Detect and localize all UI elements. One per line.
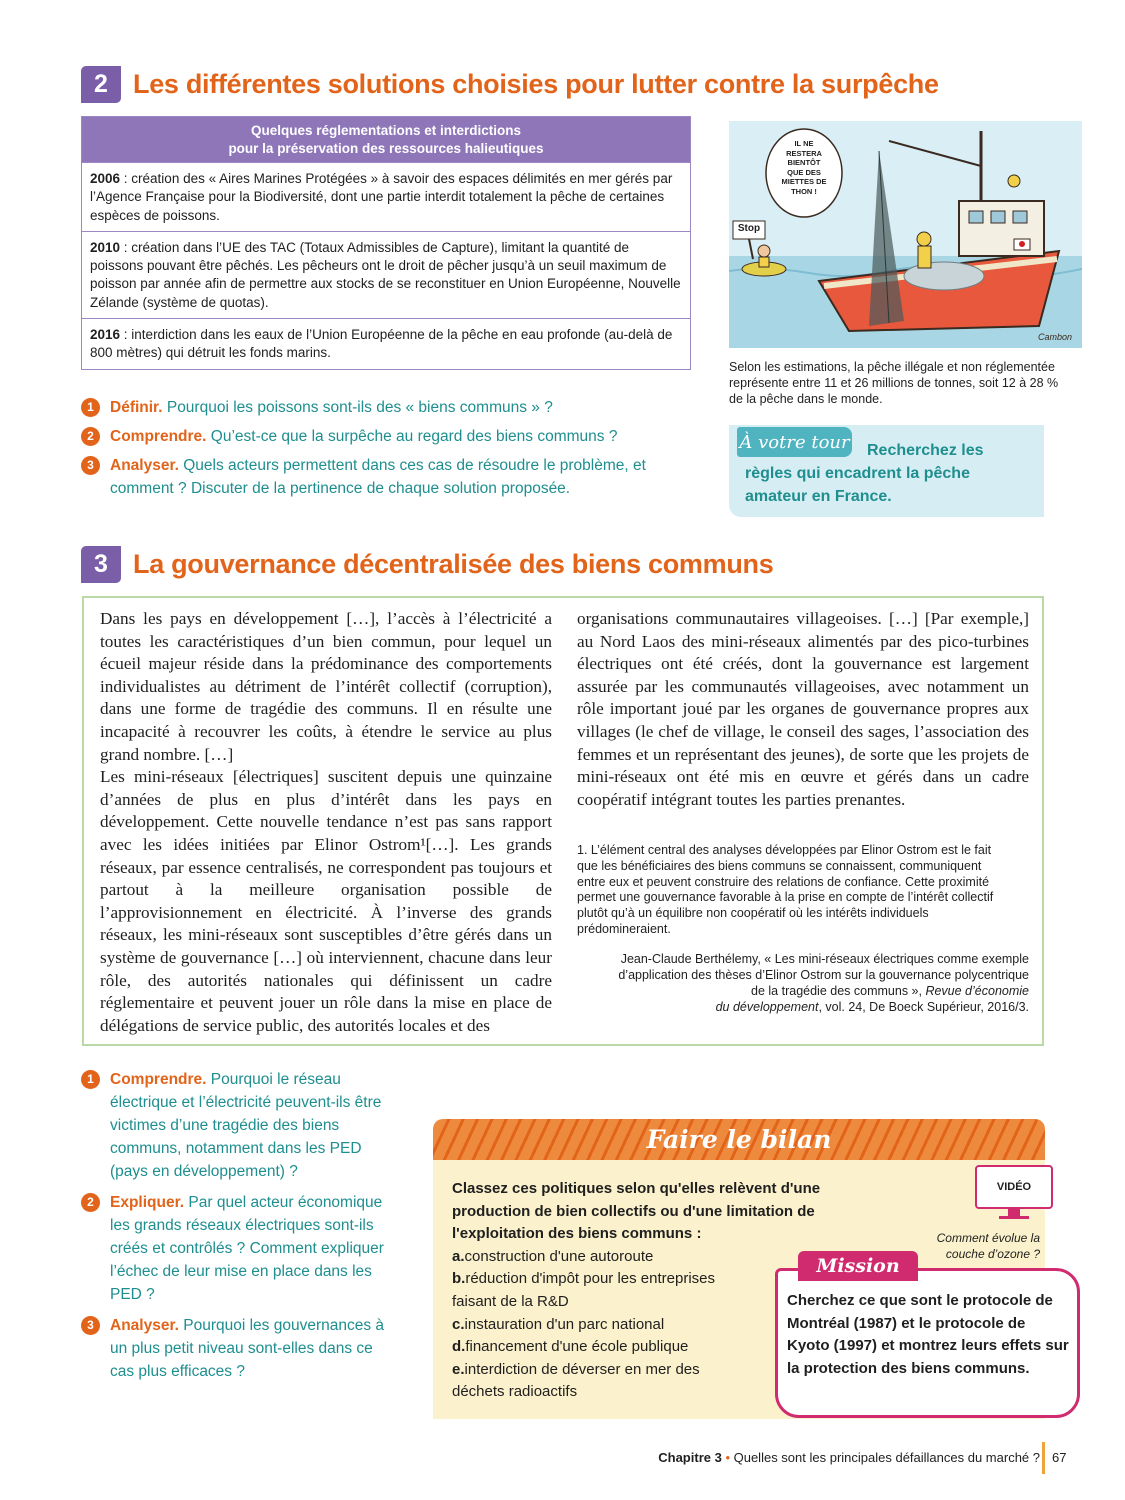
question-number: 3: [81, 456, 100, 475]
question-number: 2: [81, 1193, 100, 1212]
page-number: 67: [1052, 1450, 1067, 1465]
question-item: [81, 1068, 401, 1183]
question-item: [81, 1314, 401, 1383]
article-footnote: 1. L’élément central des analyses développées par Elinor Ostrom est le fait que les bénéficiaires des biens communs se connaissent, communiquent entre eux et peuvent construire des relations de confiance. Cette proximité permet une gouvernance favorable à la prise en compte de l’intérêt collectif plutôt qu’à un équilibre non coopératif où les intérêts individuels prédomineraient.: [577, 843, 994, 936]
bilan-item: d.financement d'une école publique: [452, 1338, 689, 1356]
regulation-year: 2010: [90, 239, 121, 255]
question-verb: Comprendre.: [110, 1071, 207, 1088]
question-verb: Analyser.: [110, 1317, 179, 1334]
video-button[interactable]: [975, 1165, 1053, 1222]
regulation-text: : création dans l’UE des TAC (Totaux Admissibles de Capture), limitant la quantité de poissons pouvant être pêchés. Les pêcheurs ont le droit de pêcher jusqu’à un seuil maximum de poisson par année afin de permettre aux stocks de se reconstituer en Union Européenne, Nouvelle Zélande (système de quotas).: [90, 239, 681, 310]
question-number: 2: [81, 427, 100, 446]
regulation-text: : création des « Aires Marines Protégées » à savoir des espaces délimités en mer gérés par l’Agence Française pour la Biodiversité, dont une partie interdit totalement la pêche de certaines espèces de poissons.: [90, 171, 673, 223]
question-number: 1: [81, 398, 100, 417]
regulations-header-line2: pour la préservation des ressources halieutiques: [228, 141, 544, 156]
question-text: Pourquoi le réseau électrique et l’électricité peuvent-ils être victimes d’une tragédie des biens communs, notamment dans les PED (pays en développement) ?: [110, 1071, 382, 1180]
question-item: [81, 425, 681, 448]
question-verb: Expliquer.: [110, 1194, 185, 1211]
bilan-instruction: Classez ces politiques selon qu'elles relèvent d'une production de bien collectifs ou d'une limitation de l'exploitation des biens communs :: [452, 1180, 821, 1243]
question-item: [81, 396, 681, 419]
question-text: Par quel acteur économique les grands réseaux électriques sont-ils créés et contrôlés ? Comment expliquer l’échec de leur mise en place dans les PED ?: [110, 1194, 384, 1303]
regulation-text: : interdiction dans les eaux de l’Union Européenne de la pêche en eau profonde (au-delà de 800 mètres) qui détruit les fonds marins.: [90, 327, 673, 361]
a-votre-tour-tag: À votre tour: [737, 427, 852, 457]
regulations-table-header: [82, 117, 690, 162]
page-footer: Chapitre 3 • Quelles sont les principales défaillances du marché ?: [658, 1450, 1040, 1465]
a-votre-tour-box: [729, 425, 1044, 517]
footer-divider: [1042, 1442, 1045, 1474]
article-column-right: [577, 608, 1029, 811]
bilan-item: e.interdiction de déverser en mer des déchets radioactifs: [452, 1360, 700, 1401]
article-column-left: [100, 608, 552, 1037]
section-3-header: [81, 546, 773, 583]
section-2-header: [81, 66, 939, 103]
cartoon-speech-bubble: IL NE RESTERA BIENTÔT QUE DES MIETTES DE THON !: [781, 139, 827, 196]
regulation-row-2016: [82, 318, 690, 369]
bilan-item: b.réduction d'impôt pour les entreprises faisant de la R&D: [452, 1270, 716, 1310]
questions-section-2: [81, 396, 681, 506]
question-number: 1: [81, 1070, 100, 1089]
mission-text: Cherchez ce que sont le protocole de Montréal (1987) et le protocole de Kyoto (1997) et montrez leurs effets sur la protection des biens communs.: [787, 1292, 1069, 1377]
section-title: Les différentes solutions choisies pour lutter contre la surpêche: [133, 69, 939, 99]
bilan-title: Faire le bilan: [646, 1125, 832, 1154]
video-caption: Comment évolue la couche d’ozone ?: [936, 1231, 1040, 1261]
article-source: Jean-Claude Berthélemy, « Les mini-réseaux électriques comme exemple d’application des thèses d’Elinor Ostrom sur la gouvernance polycentrique de la tragédie des communs », Revue d’économie du développement, vol. 24, De Boeck Supérieur, 2016/3.: [618, 952, 1029, 1014]
article-excerpt: [82, 596, 1044, 1046]
mission-tag: Mission: [798, 1251, 918, 1281]
bilan-item: a.construction d'une autoroute: [452, 1247, 654, 1265]
question-verb: Comprendre.: [110, 428, 207, 445]
fishing-cartoon: [729, 121, 1082, 348]
question-verb: Définir.: [110, 399, 163, 416]
a-votre-tour-text: Recherchez les règles qui encadrent la pêche amateur en France.: [745, 442, 984, 505]
question-text: Qu’est-ce que la surpêche au regard des biens communs ?: [206, 428, 618, 445]
cartoon-stop-sign: Stop: [737, 223, 761, 234]
section-number: 2: [81, 66, 121, 103]
questions-section-3: [81, 1068, 401, 1389]
question-text: Quels acteurs permettent dans ces cas de résoudre le problème, et comment ? Discuter de la pertinence de chaque solution proposée.: [110, 457, 646, 497]
regulation-row-2010: [82, 231, 690, 318]
regulations-table: [81, 116, 691, 370]
section-title: La gouvernance décentralisée des biens communs: [133, 549, 774, 579]
video-monitor-icon[interactable]: [975, 1165, 1053, 1209]
footer-chapter: Chapitre 3: [658, 1450, 722, 1465]
question-text: Pourquoi les gouvernances à un plus petit niveau sont-elles dans ce cas plus efficaces ?: [110, 1317, 385, 1380]
video-label: VIDÉO: [996, 1181, 1032, 1193]
article-paragraph: Dans les pays en développement […], l’accès à l’électricité a toutes les caractéristiques d’un bien commun, pour lequel un écueil majeur réside dans la prédominance des comportements individualistes au détriment de l’intérêt collectif (corruption), dans une forme de tragédie des communs. Il en résulte une incapacité à recouvrer les coûts, à étendre le service au plus grand nombre. […]: [100, 609, 552, 764]
regulation-row-2006: [82, 162, 690, 231]
regulation-year: 2016: [90, 327, 121, 343]
footer-title: Quelles sont les principales défaillances du marché ?: [733, 1450, 1040, 1465]
regulation-year: 2006: [90, 171, 121, 186]
article-paragraph: Les mini-réseaux [électriques] suscitent depuis une quinzaine d’années de plus en plus d’intérêt dans les pays en développement. Cette nouvelle tendance n’est pas sans rapport avec les idées initiées par Elinor Ostrom¹[…]. Les grands réseaux, par essence centralisés, ne correspondent pas toujours et partout à la meilleure organisation possible de l’approvisionnement en électricité. À l’inverse des grands réseaux, les mini-réseaux sont susceptibles d’être gérés dans un système de gouvernance […] où interviennent, chacune dans leur rôle, des autorités nationales qui définissent un cadre réglementaire et peuvent jouer un rôle dans la mise en place de délégations de service public, des autorités locales et des: [100, 767, 552, 1035]
question-item: [81, 454, 681, 500]
cartoon-caption: Selon les estimations, la pêche illégale et non réglementée représente entre 11 et 26 millions de tonnes, soit 12 à 28 % de la pêche dans le monde.: [729, 360, 1059, 406]
cartoon-signature: Cambon: [1037, 332, 1072, 342]
question-verb: Analyser.: [110, 457, 179, 474]
question-number: 3: [81, 1316, 100, 1335]
regulations-header-line1: Quelques réglementations et interdictions: [250, 123, 522, 138]
bilan-item: c.instauration d'un parc national: [452, 1315, 665, 1333]
question-item: [81, 1191, 401, 1306]
section-number: 3: [81, 546, 121, 583]
question-text: Pourquoi les poissons sont-ils des « biens communs » ?: [162, 399, 553, 416]
article-paragraph: organisations communautaires villageoises. […] [Par exemple,] au Nord Laos des mini-réseaux alimentés par des pico-turbines électriques ont été créés, dont la gouvernance est largement assurée par les communautés villageoises, avec notamment un rôle important joué par les organes de gouvernance propres aux villages (le chef de village, le conseil des sages, l’association des femmes et un représentant des jeunes), de sorte que les projets de mini-réseaux ont été mis en œuvre et gérés dans un cadre coopératif intégrant toutes les parties prenantes.: [577, 609, 1029, 809]
